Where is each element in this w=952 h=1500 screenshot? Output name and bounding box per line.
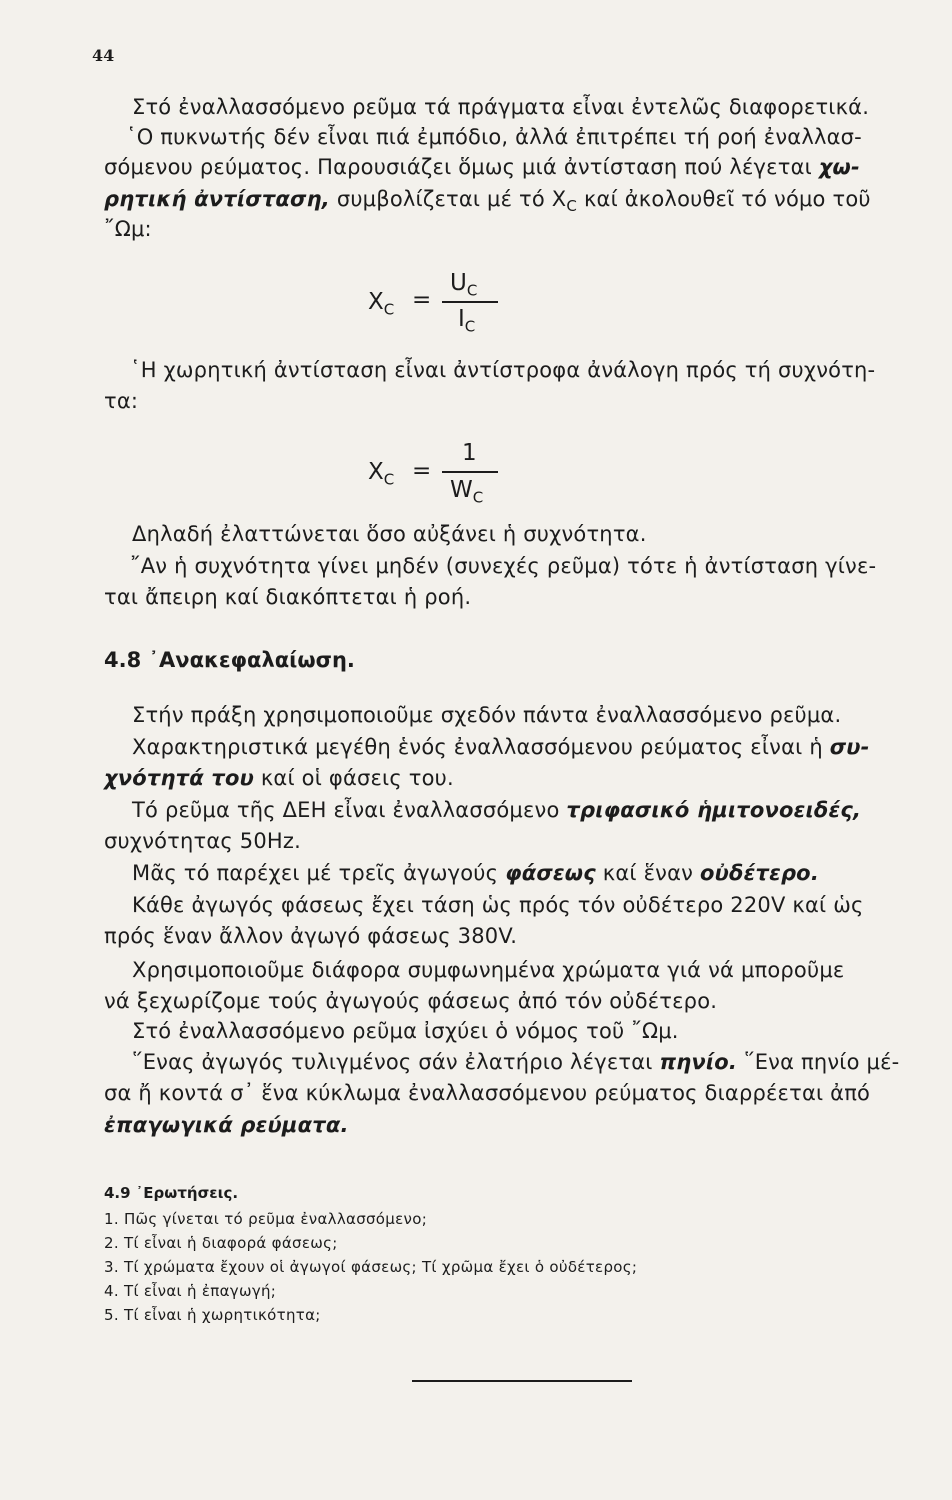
text: καί οἱ φάσεις του. — [253, 766, 454, 790]
summary-line — [132, 734, 870, 760]
question-item: 5. Τί εἶναι ἡ χωρητικότητα; — [104, 1306, 321, 1324]
summary-line: Χρησιμοποιοῦμε διάφορα συμφωνημένα χρώματα γιά νά μποροῦμε — [132, 958, 845, 982]
page-number: 44 — [92, 46, 115, 65]
term-neutral: οὐδέτερο. — [699, 861, 819, 885]
paragraph-line: τα: — [104, 389, 139, 413]
paragraph-line — [104, 186, 871, 219]
term-three-phase-sinusoidal: τριφασικό ἡμιτονοειδές, — [566, 798, 862, 822]
term-capacitive-reactance: χω- — [818, 155, 860, 179]
paragraph-line: ῾Η χωρητική ἀντίσταση εἶναι ἀντίστροφα ἀνάλογη πρός τή συχνότη- — [130, 358, 876, 382]
text: Χαρακτηριστικά μεγέθη ἑνός ἐναλλασσόμενου ρεύματος εἶναι ἡ — [132, 735, 823, 759]
end-rule — [412, 1380, 632, 1382]
paragraph-line: Στό ἐναλλασσόμενο ρεῦμα τά πράγματα εἶναι ἐντελῶς διαφορετικά. — [132, 95, 870, 119]
summary-line: Στό ἐναλλασσόμενο ρεῦμα ἰσχύει ὁ νόμος τοῦ ῎Ωμ. — [132, 1019, 679, 1043]
summary-line: πρός ἕναν ἄλλον ἀγωγό φάσεως 380V. — [104, 924, 518, 948]
paragraph-line: ῎Ωμ: — [104, 217, 152, 241]
question-item: 2. Τί εἶναι ἡ διαφορά φάσεως; — [104, 1234, 338, 1252]
paragraph-line: ται ἄπειρη καί διακόπτεται ἡ ροή. — [104, 585, 472, 609]
summary-line: Κάθε ἀγωγός φάσεως ἔχει τάση ὡς πρός τόν οὐδέτερο 220V καί ὡς — [132, 893, 864, 917]
formula-numerator: $U_C$ — [450, 270, 478, 300]
summary-line: συχνότητας 50Hz. — [104, 829, 302, 853]
question-item: 1. Πῶς γίνεται τό ρεῦμα ἐναλλασσόμενο; — [104, 1210, 428, 1228]
term-induced-currents: ἐπαγωγικά ρεύματα. — [104, 1113, 349, 1137]
paragraph-line: ῾Ο πυκνωτής δέν εἶναι πιά ἐμπόδιο, ἀλλά ἐπιτρέπει τή ροή ἐναλλασ- — [126, 125, 862, 149]
paragraph-line: ῎Αν ἡ συχνότητα γίνει μηδέν (συνεχές ρεῦμα) τότε ἡ ἀντίσταση γίνε- — [130, 554, 877, 578]
formula-lhs: $X_C$ — [368, 459, 395, 489]
term-capacitive-reactance: ρητική ἀντίσταση, — [104, 187, 330, 211]
formula-equals: = — [412, 287, 432, 313]
formula-lhs: $X_C$ — [368, 289, 395, 319]
summary-line: Στήν πράξη χρησιμοποιοῦμε σχεδόν πάντα ἐναλλασσόμενο ρεῦμα. — [132, 703, 842, 727]
summary-line — [132, 797, 861, 823]
term-coil: πηνίο. — [659, 1050, 738, 1074]
text: Μᾶς τό παρέχει μέ τρεῖς ἀγωγούς — [132, 861, 499, 885]
text: καί ἕναν — [602, 861, 694, 885]
question-item: 4. Τί εἶναι ἡ ἐπαγωγή; — [104, 1282, 277, 1300]
summary-line — [132, 860, 819, 886]
formula-denominator: $W_C$ — [450, 477, 484, 507]
paragraph-line — [104, 154, 860, 180]
section-heading-4-8: 4.8 ᾿Ανακεφαλαίωση. — [104, 648, 355, 672]
question-item: 3. Τί χρώματα ἔχουν οἱ ἀγωγοί φάσεως; Τί χρῶμα ἔχει ὁ οὐδέτερος; — [104, 1258, 638, 1276]
section-heading-4-9: 4.9 ᾿Ερωτήσεις. — [104, 1184, 239, 1202]
formula-equals: = — [412, 458, 432, 484]
summary-line — [104, 765, 454, 791]
formula-numerator: 1 — [462, 440, 477, 466]
text: ῞Ενας ἀγωγός τυλιγμένος σάν ἐλατήριο λέγεται — [132, 1050, 653, 1074]
text: σόμενου ρεύματος. Παρουσιάζει ὅμως μιά ἀντίσταση πού λέγεται — [104, 155, 812, 179]
text: καί ἀκολουθεῖ τό νόμο τοῦ — [577, 187, 871, 211]
formula-denominator: $I_C$ — [458, 306, 476, 336]
summary-line — [104, 1112, 349, 1138]
term-phase: φάσεως — [505, 861, 596, 885]
text: ῞Ενα πηνίο μέ- — [744, 1050, 900, 1074]
subscript: C — [566, 197, 578, 216]
fraction-bar — [442, 471, 498, 473]
term-frequency: συ- — [829, 735, 870, 759]
summary-line: νά ξεχωρίζομε τούς ἀγωγούς φάσεως ἀπό τόν οὐδέτερο. — [104, 989, 718, 1013]
text: συμβολίζεται μέ τό X — [329, 187, 567, 211]
text: Τό ρεῦμα τῆς ΔΕΗ εἶναι ἐναλλασσόμενο — [132, 798, 560, 822]
term-frequency: χνότητά του — [104, 766, 254, 790]
summary-line — [132, 1049, 899, 1075]
paragraph-line: Δηλαδή ἐλαττώνεται ὅσο αὐξάνει ἡ συχνότητα. — [132, 522, 647, 546]
fraction-bar — [442, 301, 498, 303]
summary-line: σα ἤ κοντά σ᾿ ἕνα κύκλωμα ἐναλλασσόμενου ρεύματος διαρρέεται ἀπό — [104, 1081, 871, 1105]
